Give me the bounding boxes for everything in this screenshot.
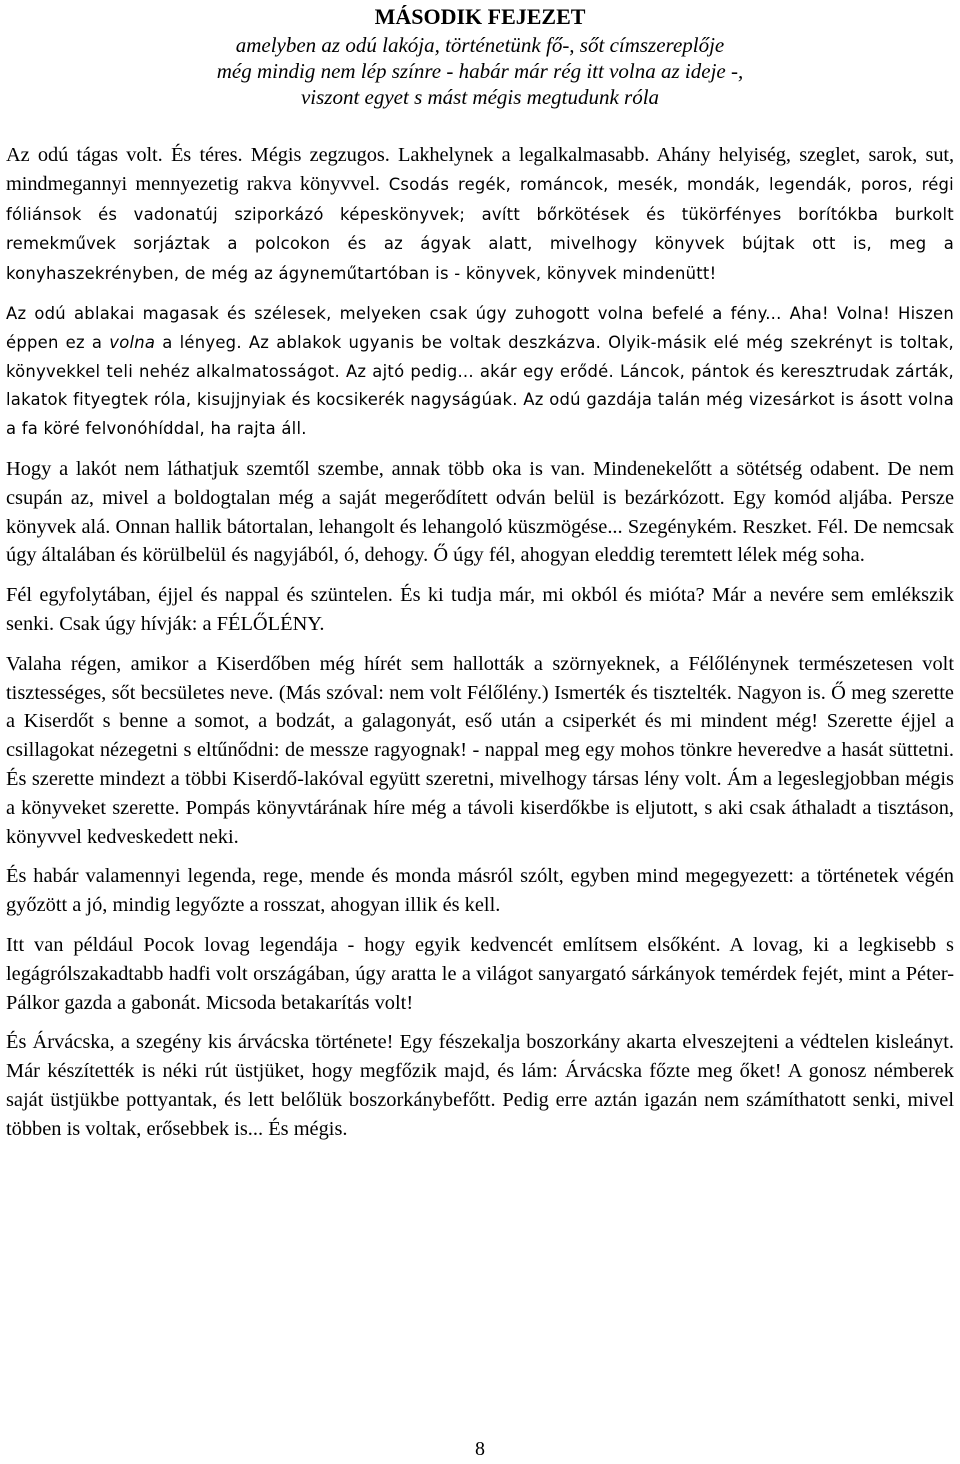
paragraph-3: Hogy a lakót nem láthatjuk szemtől szembe, annak több oka is van. Mindenekelőtt a sötétség odabent. De nem csupán az, mivel a boldogtalan még a saját megerődített odván belül is bezárkózott. Egy komód aljába. Persze könyvek alá. Onnan hallik bátortalan, lehangolt és lehangoló küszmögése... Szegénykém. Reszket. Fél. De nemcsak úgy általában és körülbelül és nagyjából, ó, dehogy. Ő úgy fél, ahogyan eleddig teremtett lélek még soha. bbox=[6, 457, 954, 567]
chapter-subtitle bbox=[6, 32, 954, 110]
subtitle-line: viszont egyet s mást mégis megtudunk róla bbox=[300, 85, 660, 109]
paragraph-1-sans-part: Csodás regék, románcok, mesék, mondák, legendák, poros, régi fóliánsok és vadonatúj sziporkázó képeskönyvek; avítt bőrkötések és tükörfényes borítókba burkolt remekművek sorjáztak a polcokon és az ágyak alatt, mivelhogy könyvek bújtak ott is, meg a konyhaszekrényben, de még az ágyneműtartóban is - könyvek, könyvek mindenütt! bbox=[6, 174, 954, 284]
chapter-body bbox=[6, 141, 954, 1144]
paragraph-2-part-a: Az odú ablakai magasak és szélesek, melyeken csak úgy zuhogott volna befelé a fény... Aha! Volna! Hiszen éppen ez a bbox=[6, 303, 954, 352]
subtitle-line: még mindig nem lép színre - habár már rég itt volna az ideje -, bbox=[216, 59, 744, 83]
paragraph-8: És Árvácska, a szegény kis árvácska története! Egy fészekalja boszorkány akarta elveszejteni a védtelen kisleányt. Már készítették is néki rút üstjüket, hogy megfőzik majd, és lám: Árvácska főzte meg őket! A gonosz némberek saját üstjükbe pottyantak, és lett belőlük boszorkánybefőtt. Pedig erre aztán igazán nem számíthatott senki, mivel többen is voltak, erősebbek is... És mégis. bbox=[6, 1031, 954, 1140]
paragraph-2-part-b: a lényeg. Az ablakok ugyanis be voltak deszkázva. Olyik-másik elé még szekrényt is toltak, könyvekkel teli nehéz alkalmatosságot. Az ajtó pedig... akár egy erődé. Láncok, pántok és keresztrudak zárták, lakatok fityegtek róla, kisujjnyiak és kocsikerék nagyságúak. Az odú gazdája talán még vizesárkot is ásott volna a fa köré felvonóhíddal, ha rajta áll. bbox=[6, 332, 954, 439]
paragraph-1-serif-part: Az odú tágas volt. És téres. Mégis zegzugos. Lakhelynek a legalkalmasabb. Ahány helyiség, szeglet, sarok, sut, mindmegannyi mennyezetig rakva könyvvel. bbox=[6, 144, 954, 195]
paragraph-5: Valaha régen, amikor a Kiserdőben még hírét sem hallották a szörnyeknek, a Félőlénynek természetesen volt tisztességes, sőt becsületes neve. (Más szóval: nem volt Félőlény.) Ismerték és tisztelték. Nagyon is. Ő meg szerette a Kiserdőt s benne a somot, a bodzát, a galagonyát, eső után a csiperkét és mi mindent még! Szerette éjjel a csillagokat nézegetni s eltűnődni: de messze ragyognak! - nappal meg egy mohos tönkre heveredve a hasát süttetni. És szerette mindezt a többi Kiserdő-lakóval együtt szeretni, mivelhogy társas lény volt. Ám a legeslegjobban mégis a könyveket szerette. Pompás könyvtárának híre még a távoli kiserdőkbe is eljutott, s aki csak áthaladt a tisztáson, könyvvel kedveskedett neki. bbox=[6, 652, 954, 848]
page-number: 8 bbox=[475, 1438, 485, 1460]
paragraph-1 bbox=[6, 141, 954, 289]
paragraph-7: Itt van például Pocok lovag legendája - hogy egyik kedvencét említsem elsőként. A lovag, ki a legkisebb s legágrólszakadtabb hadfi volt országában, úgy aratta le a világot sanyargató sárkányok temérdek fejét, mint a Péter-Pálkor gazda a gabonát. Micsoda betakarítás volt! bbox=[6, 933, 954, 1014]
emphasized-word: volna bbox=[109, 332, 156, 352]
paragraph-6: És habár valamennyi legenda, rege, mende és monda másról szólt, egyben mind megegyezett: a történetek végén győzött a jó, mindig legyőzte a rosszat, ahogyan illik és kell. bbox=[6, 865, 954, 917]
chapter-title: MÁSODIK FEJEZET bbox=[374, 4, 586, 29]
paragraph-2 bbox=[6, 300, 954, 444]
subtitle-line: amelyben az odú lakója, történetünk fő-, sőt címszereplője bbox=[235, 33, 725, 57]
paragraph-4: Fél egyfolytában, éjjel és nappal és szüntelen. És ki tudja már, mi okból és mióta? Már a nevére sem emlékszik senki. Csak úgy hívják: a FÉLŐLÉNY. bbox=[6, 584, 954, 635]
document-page bbox=[6, 4, 954, 1155]
